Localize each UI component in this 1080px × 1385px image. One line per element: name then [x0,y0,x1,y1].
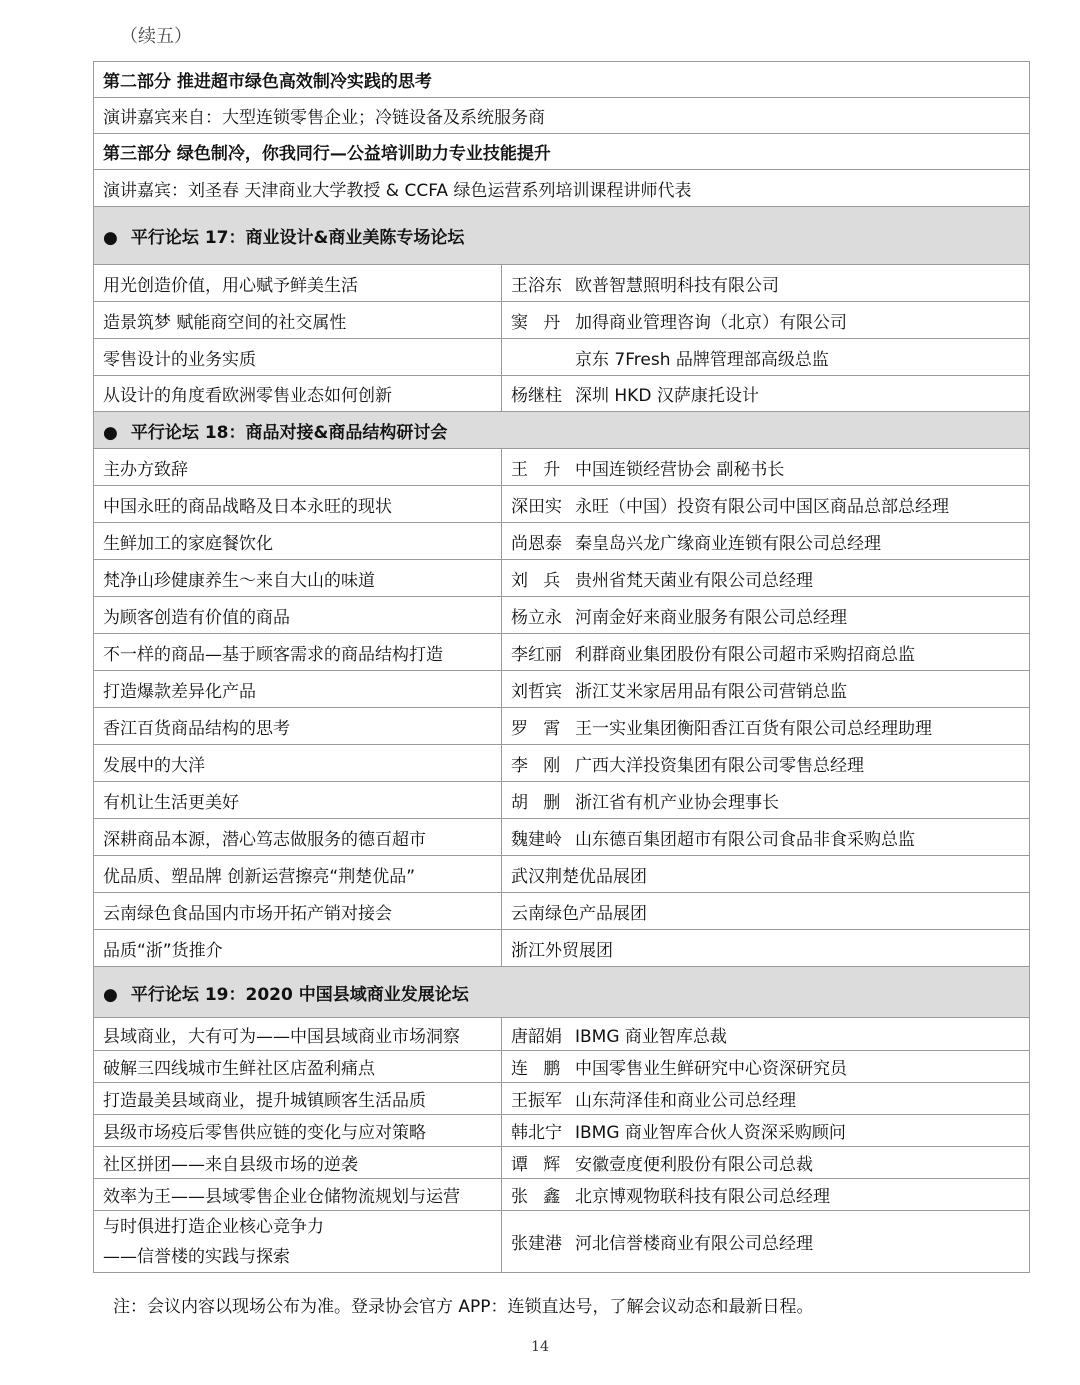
speaker-name: 杨继柱 [511,386,562,406]
speaker-org: 浙江外贸展团 [502,930,1030,967]
table-row [94,930,1030,967]
session-topic: 不一样的商品—基于顾客需求的商品结构打造 [94,634,502,671]
speaker-org: 广西大洋投资集团有限公司零售总经理 [575,755,864,776]
session-topic: 从设计的角度看欧洲零售业态如何创新 [94,376,502,412]
speaker-org: IBMG 商业智库合伙人资深采购顾问 [575,1123,846,1143]
session-topic: 主办方致辞 [94,449,502,486]
table-row [94,560,1030,597]
speaker-name: 王浴东 [511,275,562,296]
speaker-org: 云南绿色产品展团 [502,893,1030,930]
session-topic: 社区拼团——来自县级市场的逆袭 [94,1147,502,1179]
speaker-org: 山东德百集团超市有限公司食品非食采购总监 [575,829,915,850]
session-topic: 用光创造价值，用心赋予鲜美生活 [94,265,502,302]
session-topic: 深耕商品本源，潜心笃志做服务的德百超市 [94,819,502,856]
session-topic: 零售设计的业务实质 [94,339,502,376]
speaker-name: 唐韶娟 [511,1026,562,1047]
speaker-name: 魏建岭 [511,829,562,850]
speaker-name: 谭辉 [511,1155,576,1175]
session-topic: 造景筑梦 赋能商空间的社交属性 [94,302,502,339]
table-row [94,1018,1030,1051]
part3-speaker: 演讲嘉宾：刘圣春 天津商业大学教授 & CCFA 绿色运营系列培训课程讲师代表 [94,170,1030,207]
speaker-org: 安徽壹度便利股份有限公司总裁 [575,1155,813,1175]
table-row [94,1115,1030,1147]
table-row [94,523,1030,560]
speaker-name: 刘兵 [511,570,576,591]
speaker-name: 刘哲宾 [511,681,562,702]
bullet-icon: ● [103,422,118,443]
speaker-org: 山东菏泽佳和商业公司总经理 [575,1091,796,1111]
session-topic: 云南绿色食品国内市场开拓产销对接会 [94,893,502,930]
table-row [94,302,1030,339]
intro-part2-title-row [94,62,1030,98]
speaker-name: 张鑫 [511,1187,576,1207]
table-row [94,486,1030,523]
forum-header-19 [94,967,1030,1018]
speaker-name: 深田实 [511,496,562,517]
speaker-org: 秦皇岛兴龙广缘商业连锁有限公司总经理 [575,533,881,554]
speaker-name: 连鹏 [511,1059,576,1079]
speaker-org: 加得商业管理咨询（北京）有限公司 [575,312,847,333]
table-row [94,265,1030,302]
intro-part2-speakers-row [94,98,1030,134]
speaker-name: 杨立永 [511,607,562,628]
speaker-name: 罗霄 [511,718,576,739]
session-topic: 为顾客创造有价值的商品 [94,597,502,634]
bullet-icon: ● [103,228,118,248]
forum-header-17 [94,207,1030,265]
session-topic: 有机让生活更美好 [94,782,502,819]
footnote: 注：会议内容以现场公布为准。登录协会官方 APP：连锁直达号，了解会议动态和最新日程。 [113,1297,814,1317]
speaker-name: 尚恩泰 [511,533,562,554]
speaker-name: 李刚 [511,755,576,776]
intro-part3-speaker-row [94,170,1030,207]
table-row [94,597,1030,634]
speaker-org: 中国连锁经营协会 副秘书长 [575,459,785,480]
speaker-org: 北京博观物联科技有限公司总经理 [575,1187,830,1207]
table-row [94,708,1030,745]
table-row [94,745,1030,782]
speaker-org: 浙江艾米家居用品有限公司营销总监 [575,681,847,702]
session-topic: 打造爆款差异化产品 [94,671,502,708]
session-topic-line2: ——信誉楼的实践与探索 [103,1246,290,1267]
table-row [94,893,1030,930]
speaker-name: 窦丹 [511,312,576,333]
speaker-org: 王一实业集团衡阳香江百货有限公司总经理助理 [575,718,932,739]
part2-speakers: 演讲嘉宾来自：大型连锁零售企业；冷链设备及系统服务商 [94,98,1030,134]
forum-title: 平行论坛 19：2020 中国县域商业发展论坛 [130,984,469,1005]
session-topic: 县级市场疫后零售供应链的变化与应对策略 [94,1115,502,1147]
table-row [94,376,1030,412]
speaker-org: 河南金好来商业服务有限公司总经理 [575,607,847,628]
speaker-org: 永旺（中国）投资有限公司中国区商品总部总经理 [575,496,949,517]
session-topic: 优品质、塑品牌 创新运营擦亮“荆楚优品” [94,856,502,893]
session-topic: 中国永旺的商品战略及日本永旺的现状 [94,486,502,523]
table-row [94,1083,1030,1115]
speaker-org: 欧普智慧照明科技有限公司 [575,275,779,296]
forum-header-18 [94,412,1030,449]
session-topic: 香江百货商品结构的思考 [94,708,502,745]
speaker-name: 王振军 [511,1091,562,1111]
table-row [94,339,1030,376]
table-row [94,1147,1030,1179]
speaker-org: 武汉荆楚优品展团 [502,856,1030,893]
speaker-name: 张建港 [511,1234,562,1254]
speaker-org: IBMG 商业智库总裁 [575,1026,727,1047]
session-topic: 破解三四线城市生鲜社区店盈利痛点 [94,1051,502,1083]
schedule-table [93,61,1030,1273]
table-row [94,449,1030,486]
session-topic-line1: 与时俱进打造企业核心竞争力 [103,1216,324,1237]
intro-part3-title-row [94,134,1030,170]
speaker-org: 贵州省梵天菌业有限公司总经理 [575,570,813,591]
session-topic: 效率为王——县域零售企业仓储物流规划与运营 [94,1179,502,1211]
speaker-name: 韩北宁 [511,1123,562,1143]
speaker-org: 河北信誉楼商业有限公司总经理 [575,1234,813,1254]
part2-title: 第二部分 推进超市绿色高效制冷实践的思考 [94,62,1030,98]
bullet-icon: ● [103,984,118,1005]
page-number: 14 [531,1339,549,1355]
table-row [94,1179,1030,1211]
speaker-org: 深圳 HKD 汉萨康托设计 [575,386,759,406]
table-row [94,782,1030,819]
speaker-org: 中国零售业生鲜研究中心资深研究员 [575,1059,847,1079]
speaker-org: 浙江省有机产业协会理事长 [575,792,779,813]
speaker-name: 胡删 [511,792,576,813]
table-row [94,819,1030,856]
table-row [94,856,1030,893]
session-topic: 打造最美县域商业，提升城镇顾客生活品质 [94,1083,502,1115]
speaker-org: 京东 7Fresh 品牌管理部高级总监 [575,349,829,370]
session-topic: 发展中的大洋 [94,745,502,782]
speaker-name: 王升 [511,459,576,480]
speaker-name: 李红丽 [511,644,562,665]
session-topic: 梵净山珍健康养生～来自大山的味道 [94,560,502,597]
table-row [94,671,1030,708]
part3-title: 第三部分 绿色制冷，你我同行—公益培训助力专业技能提升 [94,134,1030,170]
session-topic: 品质“浙”货推介 [94,930,502,967]
session-topic: 生鲜加工的家庭餐饮化 [94,523,502,560]
table-row [94,1051,1030,1083]
forum-title: 平行论坛 17：商业设计&商业美陈专场论坛 [130,228,465,248]
speaker-org: 利群商业集团股份有限公司超市采购招商总监 [575,644,915,665]
continuation-label: （续五） [120,26,192,47]
table-row [94,1211,1030,1273]
forum-title: 平行论坛 18：商品对接&商品结构研讨会 [130,422,448,443]
table-row [94,634,1030,671]
session-topic: 县域商业，大有可为——中国县域商业市场洞察 [94,1018,502,1051]
